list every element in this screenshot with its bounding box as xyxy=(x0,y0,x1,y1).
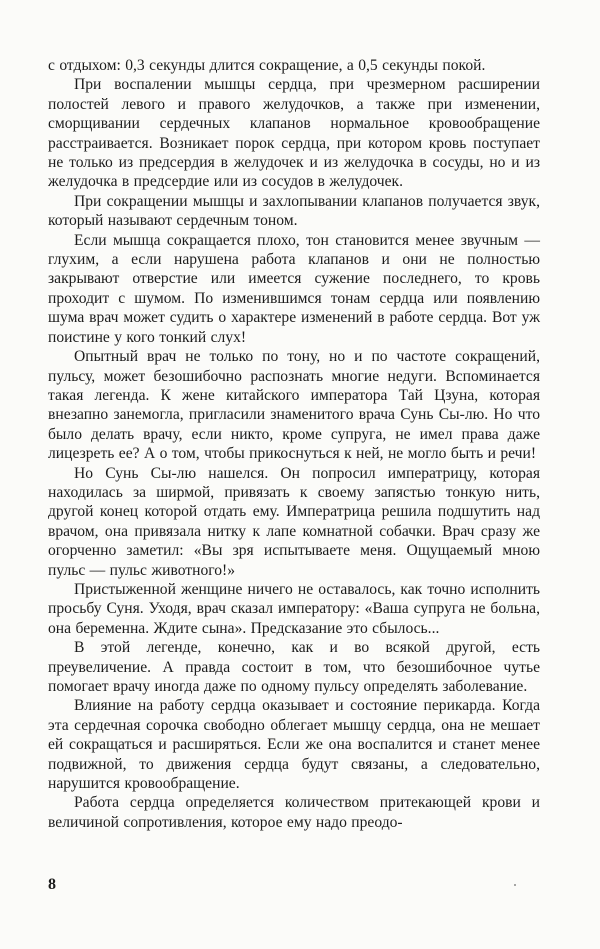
paragraph: Если мышца сокращается плохо, тон становится менее звучным — глухим, а если нарушена работа клапанов и они не полностью закрывают отверстие или имеется сужение последнего, то кровь проходит с шумом. По изменившимся тонам сердца или появлению шума врач может судить о характере изменений в работе сердца. Вот уж поистине у кого тонкий слух! xyxy=(48,231,540,346)
paragraph: В этой легенде, конечно, как и во всякой другой, есть преувеличение. А правда состоит в том, что безошибочное чутье помогает врачу иногда даже по одному пульсу определять заболевание. xyxy=(48,639,540,695)
body-text xyxy=(48,56,540,832)
paragraph: Пристыженной женщине ничего не оставалось, как точно исполнить просьбу Суня. Уходя, врач сказал императору: «Ваша супруга не больна, она беременна. Ждите сына». Предсказание это сбылось... xyxy=(48,580,540,637)
paragraph: Опытный врач не только по тону, но и по частоте сокращений, пульсу, может безошибочно распознать многие недуги. Вспоминается такая легенда. К жене китайского императора Тай Цзуна, которая внезапно занемогла, пригласили знаменитого врача Сунь Сы-лю. Но что было делать врачу, если никто, кроме супруга, не имел права даже лицезреть ее? А о том, чтобы прикоснуться к ней, не могло быть и речи! xyxy=(48,348,540,463)
paragraph-continuation: с отдыхом: 0,3 секунды длится сокращение, а 0,5 секунды покой. xyxy=(48,57,486,74)
paragraph: Но Сунь Сы-лю нашелся. Он попросил императрицу, которая находилась за ширмой, привязать к своему запястью тонкую нить, другой конец которой отдать ему. Императрица решила подшутить над врачом, она привязала нитку к лапе комнатной собачки. Врач сразу же огорченно заметил: «Вы зря испытываете меня. Ощущаемый мною пульс — пульс животного!» xyxy=(48,464,540,579)
print-speck xyxy=(514,884,516,886)
paragraph-continued: Работа сердца определяется количеством притекающей крови и величиной сопротивления, которое ему надо преодо- xyxy=(48,794,540,831)
paragraph: При сокращении мышцы и захлопывании клапанов получается звук, который называют сердечным тоном. xyxy=(48,192,540,230)
paragraph: Влияние на работу сердца оказывает и состояние перикарда. Когда эта сердечная сорочка свободно облегает мышцу сердца, она не мешает ей сокращаться и расширяться. Если же она воспалится и станет менее подвижной, то движения сердца будут связаны, а следовательно, нарушится кровообращение. xyxy=(48,697,540,793)
page-number: 8 xyxy=(48,876,56,893)
paragraph: При воспалении мышцы сердца, при чрезмерном расширении полостей левого и правого желудочков, а также при изменении, сморщивании сердечных клапанов нормальное кровообращение расстраивается. Возникает порок сердца, при котором кровь поступает не только из предсердия в желудочек и из желудочка в сосуды, но и из желудочка в предсердие или из сосудов в желудочек. xyxy=(48,76,540,191)
